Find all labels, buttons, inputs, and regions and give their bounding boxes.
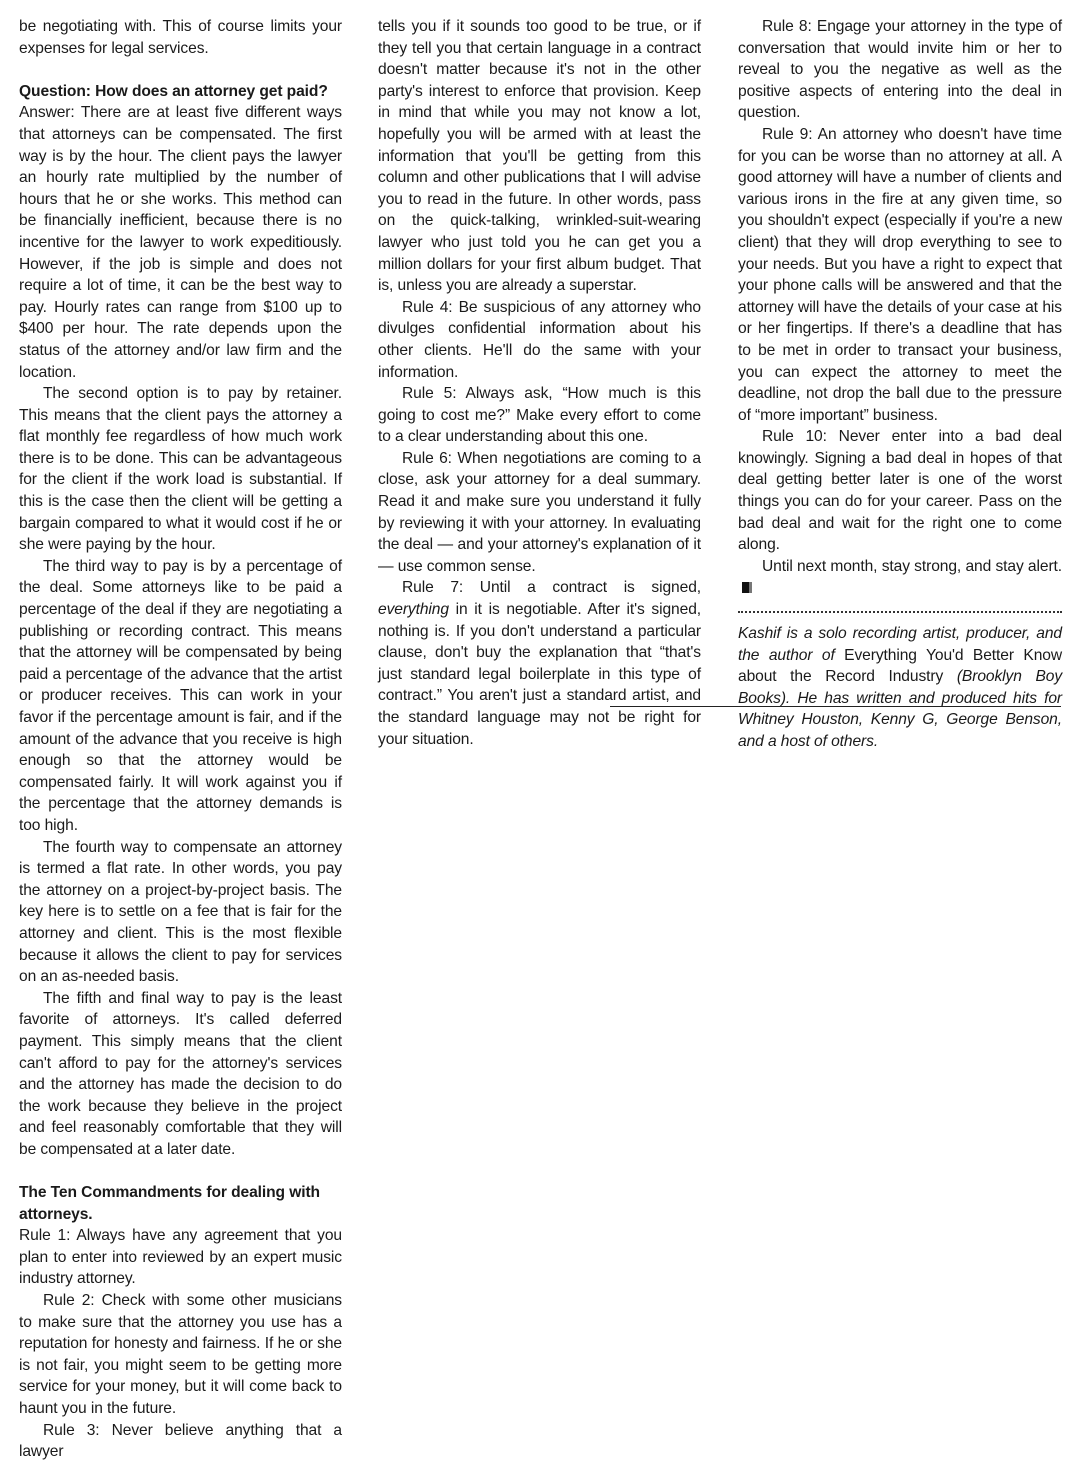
paragraph-deferred: The fifth and final way to pay is the least favorite of attorneys. It's called deferred payment. This simply means that the client can't afford to pay for the attorney's services and the attorney has made the decision to do the work because they believe in the project and feel reasonably comfortable that they will be compensated at a later date. — [19, 989, 342, 1158]
rule-3-continued: tells you if it sounds too good to be true, or if they tell you that certain language in a contract doesn't matter because it's not in the other party's interest to enforce that provision. Keep in mind that while you may not know a lot, hopefully you will be armed with at least the information that you'll be getting from this column and other publications that I will advise you to read in the future. In other words, pass on the quick-talking, wrinkled-suit-wearing lawyer who just told you he can get you a million dollars for your first album budget. That is, unless you are already a superstar. — [378, 18, 701, 295]
dotted-divider — [738, 611, 1062, 613]
question-heading: Question: How does an attorney get paid? — [19, 82, 328, 100]
rule-5: Rule 5: Always ask, “How much is this going to cost me?” Make every effort to come to a clear understanding about this one. — [378, 385, 701, 446]
closing-line — [738, 556, 1062, 599]
author-bio — [738, 623, 1062, 753]
bio-part-1: Kashif is a solo recording artist, producer, and the author of — [738, 625, 1062, 664]
rule-10: Rule 10: Never enter into a bad deal knowingly. Signing a bad deal in hopes of that deal getting better later is one of the worst things you can do for your career. Pass on the bad deal and wait for the right one to come along. — [738, 428, 1062, 554]
paragraph-flat-rate: The fourth way to compensate an attorney is termed a flat rate. In other words, you pay the attorney on a project-by-project basis. The key here is to settle on a fee that is fair for the attorney and client. This is the most flexible because it allows the client to pay for services on an as-needed basis. — [19, 838, 342, 986]
rule-4: Rule 4: Be suspicious of any attorney who divulges confidential information about his other clients. He'll do the same with your information. — [378, 298, 701, 381]
rule-6: Rule 6: When negotiations are coming to a close, ask your attorney for a deal summary. Read it and make sure you understand it fully by reviewing it with your attorney. In evaluating the deal — and your attorney's explanation of it — use common sense. — [378, 449, 701, 575]
column-3 — [738, 16, 1062, 753]
rule-9: Rule 9: An attorney who doesn't have time for you can be worse than no attorney at all. A good attorney will have a number of clients and various irons in the fire at any given time, so you shouldn't expect (especially if you're a new client) that they will drop everything to see to your needs. But you have a right to expect that your phone calls will be answered and that the attorney will have the details of your case at his or her fingertips. If there's a deadline that has to be met in order to transact your business, you can expect the attorney to meet the deadline, not drop the ball due to the pressure of “more important” business. — [738, 125, 1062, 424]
paragraph-intro-continued: be negotiating with. This of course limits your expenses for legal services. — [19, 18, 342, 57]
rule-8: Rule 8: Engage your attorney in the type of conversation that would invite him or her to reveal to you the negative as well as the positive aspects of entering into the deal in question. — [738, 18, 1062, 122]
spacer — [19, 1160, 342, 1182]
bio-part-2: (Brooklyn Boy Books). He has written and produced hits for Whitney Houston, Kenny G, George Benson, and a host of others. — [738, 668, 1063, 750]
paragraph-percentage: The third way to pay is by a percentage of the deal. Some attorneys like to be paid a percentage of the deal if they are negotiating a publishing or recording contract. This means that the attorney will be compensated by being paid a percentage of the advance that the artist or producer receives. This can work in your favor if the percentage amount is fair, and if the amount of the advance that you receive is high enough so that the attorney would be compensated fairly. It will work against you if the percentage that the attorney demands is too high. — [19, 557, 342, 834]
rule-7 — [378, 577, 701, 750]
commandments-heading: The Ten Commandments for dealing with attorneys. — [19, 1184, 320, 1223]
rule-2: Rule 2: Check with some other musicians to make sure that the attorney you use has a reputation for honesty and fairness. If he or she is not fair, you might seem to be getting more service for your money, but it will come back to haunt you in the future. — [19, 1292, 342, 1417]
horizontal-rule — [610, 706, 1061, 707]
spacer — [19, 59, 342, 81]
paragraph-answer: Answer: There are at least five different ways that attorneys can be compensated. The first way is by the hour. The client pays the lawyer an hourly rate multiplied by the number of hours that he or she works. This method can be financially inefficient, because there is no incentive for the lawyer to work expeditiously. However, if the job is simple and does not require a lot of time, it can be the best way to pay. Hourly rates can range from $100 up to $400 per hour. The rate depends upon the status of the attorney and/or law firm and the location. — [19, 104, 342, 381]
rule-7-part-a: Rule 7: Until a contract is signed, — [402, 579, 701, 597]
rule-1: Rule 1: Always have any agreement that you plan to enter into reviewed by an expert music industry attorney. — [19, 1227, 342, 1288]
column-2 — [378, 16, 701, 750]
rule-7-emphasis: everything — [378, 601, 449, 619]
end-of-article-icon — [742, 582, 752, 593]
rule-7-part-b: in it is negotiable. After it's signed, nothing is. If you don't understand a particular clause, don't buy the explanation that “that's just standard legal boilerplate in this type of contract.” You aren't just a standard artist, and the standard language may not be right for your situation. — [378, 601, 701, 748]
rule-3-start: Rule 3: Never believe anything that a lawyer — [19, 1421, 342, 1461]
closing-text: Until next month, stay strong, and stay alert. — [762, 557, 1062, 575]
column-1 — [19, 16, 342, 1463]
book-title: Everything You'd Better Know about the Record Industry — [738, 646, 1063, 686]
paragraph-retainer: The second option is to pay by retainer. This means that the client pays the attorney a flat monthly fee regardless of how much work there is to be done. This can be advantageous for the client if the work load is substantial. If this is the case then the client will be getting a bargain compared to what it would cost if he or she were paying by the hour. — [19, 385, 342, 554]
